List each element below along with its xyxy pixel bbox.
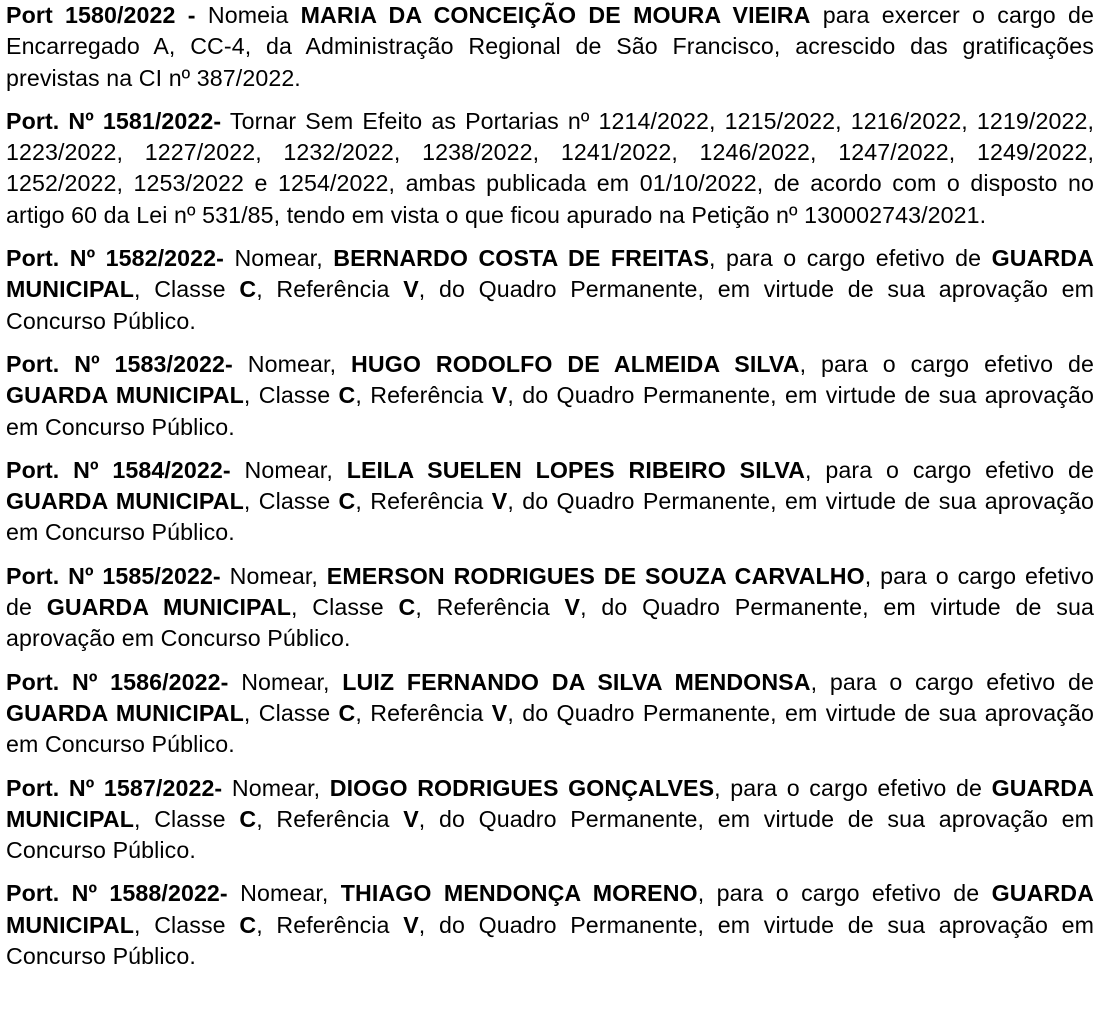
bold-text-run: HUGO RODOLFO DE ALMEIDA SILVA [351, 350, 800, 377]
text-run: , para o cargo efetivo de [697, 880, 992, 907]
bold-text-run: Port. Nº 1587/2022- [6, 774, 223, 801]
bold-text-run: GUARDA MUNICIPAL [6, 488, 244, 515]
bold-text-run: Port. Nº 1586/2022- [6, 668, 229, 695]
text-run: , Classe [134, 805, 240, 832]
bold-text-run: GUARDA MUNICIPAL [6, 774, 1094, 832]
bold-text-run: C [239, 805, 257, 832]
portaria-paragraph [6, 349, 1094, 443]
text-run: , para o cargo efetivo de [810, 668, 1094, 695]
text-run: Nomear, [220, 562, 327, 589]
bold-text-run: V [403, 911, 419, 938]
portaria-paragraph [6, 878, 1094, 972]
text-run: , Referência [256, 276, 404, 303]
text-run: , Classe [134, 276, 240, 303]
portaria-paragraph [6, 243, 1094, 337]
bold-text-run: V [403, 276, 419, 303]
bold-text-run: C [338, 382, 356, 409]
bold-text-run: LUIZ FERNANDO DA SILVA MENDONSA [342, 668, 811, 695]
text-run: , Classe [134, 911, 240, 938]
bold-text-run: GUARDA MUNICIPAL [6, 382, 244, 409]
text-run: , do Quadro Permanente, em virtude de sua aprovação em Concurso Público. [6, 699, 1094, 758]
bold-text-run: Port. Nº 1582/2022- [6, 245, 224, 272]
text-run: , para o cargo efetivo de [805, 456, 1095, 483]
text-run: , para o cargo efetivo de [6, 562, 1094, 621]
bold-text-run: Port. Nº 1585/2022- [6, 562, 221, 589]
bold-text-run: C [239, 911, 257, 938]
bold-text-run: V [491, 699, 508, 726]
text-run: , Referência [355, 699, 492, 726]
text-run: , do Quadro Permanente, em virtude de sua aprovação em Concurso Público. [6, 276, 1095, 334]
portaria-paragraph [6, 0, 1094, 94]
bold-text-run: GUARDA MUNICIPAL [46, 594, 291, 621]
bold-text-run: C [338, 488, 356, 515]
bold-text-run: C [398, 594, 416, 621]
text-run: , do Quadro Permanente, em virtude de sua aprovação em Concurso Público. [6, 382, 1094, 440]
text-run: Nomear, [228, 668, 343, 695]
text-run: Nomear, [232, 350, 352, 377]
bold-text-run: C [239, 276, 257, 303]
bold-text-run: GUARDA MUNICIPAL [6, 245, 1094, 303]
bold-text-run: V [564, 594, 581, 621]
bold-text-run: Port. Nº 1583/2022- [6, 350, 233, 377]
text-run: , Referência [415, 594, 565, 621]
text-run: , para o cargo efetivo de [799, 350, 1094, 377]
text-run: , Referência [355, 382, 492, 409]
bold-text-run: BERNARDO COSTA DE FREITAS [333, 245, 710, 272]
text-run: Nomear, [222, 774, 330, 801]
bold-text-run: DIOGO RODRIGUES GONÇALVES [329, 774, 715, 801]
bold-text-run: EMERSON RODRIGUES DE SOUZA CARVALHO [326, 562, 865, 589]
bold-text-run: Port. Nº 1581/2022- [6, 107, 222, 134]
bold-text-run: Port. Nº 1588/2022- [6, 880, 228, 907]
bold-text-run: GUARDA MUNICIPAL [6, 699, 244, 726]
text-run: Tornar Sem Efeito as Portarias nº 1214/2022, 1215/2022, 1216/2022, 1219/2022, 1223/2022, 1227/2022, 1232/2022, 1238/2022, 1241/2022, 1246/2022, 1247/2022, 1249/2022, 1252/2022, 1253/2022 e 1254/2022, ambas publicada em 01/10/2022, de acordo com o disposto no artigo 60 da Lei nº 531/85, tendo em vista o que ficou apurado na Petição nº 130002743/2021. [6, 107, 1094, 228]
text-run: , do Quadro Permanente, em virtude de sua aprovação em Concurso Público. [6, 488, 1094, 546]
bold-text-run: Port. Nº 1584/2022- [6, 456, 231, 483]
text-run: , do Quadro Permanente, em virtude de sua aprovação em Concurso Público. [6, 805, 1095, 864]
bold-text-run: GUARDA MUNICIPAL [6, 880, 1094, 938]
bold-text-run: MARIA DA CONCEIÇÃO DE MOURA VIEIRA [300, 2, 811, 28]
text-run: , do Quadro Permanente, em virtude de sua aprovação em Concurso Público. [6, 594, 1094, 652]
text-run: , Referência [256, 805, 404, 832]
bold-text-run: V [403, 805, 419, 832]
text-run: , do Quadro Permanente, em virtude de sua aprovação em Concurso Público. [6, 911, 1095, 970]
portaria-paragraph [6, 561, 1094, 655]
text-run: , para o cargo efetivo de [714, 774, 992, 801]
bold-text-run: C [338, 699, 356, 726]
portaria-paragraph [6, 455, 1094, 549]
text-run: , Classe [243, 699, 339, 726]
bold-text-run: THIAGO MENDONÇA MORENO [340, 880, 698, 907]
text-run: , Referência [256, 911, 404, 938]
text-run: , Classe [243, 488, 339, 515]
portaria-paragraph [6, 773, 1094, 867]
bold-text-run: LEILA SUELEN LOPES RIBEIRO SILVA [346, 456, 806, 483]
text-run: para exercer o cargo de Encarregado A, CC-4, da Administração Regional de São Francisco, acrescido das gratificações previstas na CI nº 387/2022. [6, 2, 1095, 91]
bold-text-run: Port 1580/2022 - [6, 2, 208, 28]
text-run: Nomear, [227, 880, 341, 907]
portaria-paragraph [6, 106, 1094, 231]
text-run: , Classe [290, 594, 399, 621]
text-run: Nomear, [223, 245, 334, 272]
text-run: , para o cargo efetivo de [709, 245, 992, 272]
text-run: Nomeia [207, 2, 301, 28]
portaria-paragraph [6, 667, 1094, 761]
text-run: , Referência [355, 488, 492, 515]
text-run: Nomear, [230, 456, 347, 483]
text-run: , Classe [243, 382, 339, 409]
bold-text-run: V [491, 488, 508, 515]
bold-text-run: V [491, 382, 508, 409]
